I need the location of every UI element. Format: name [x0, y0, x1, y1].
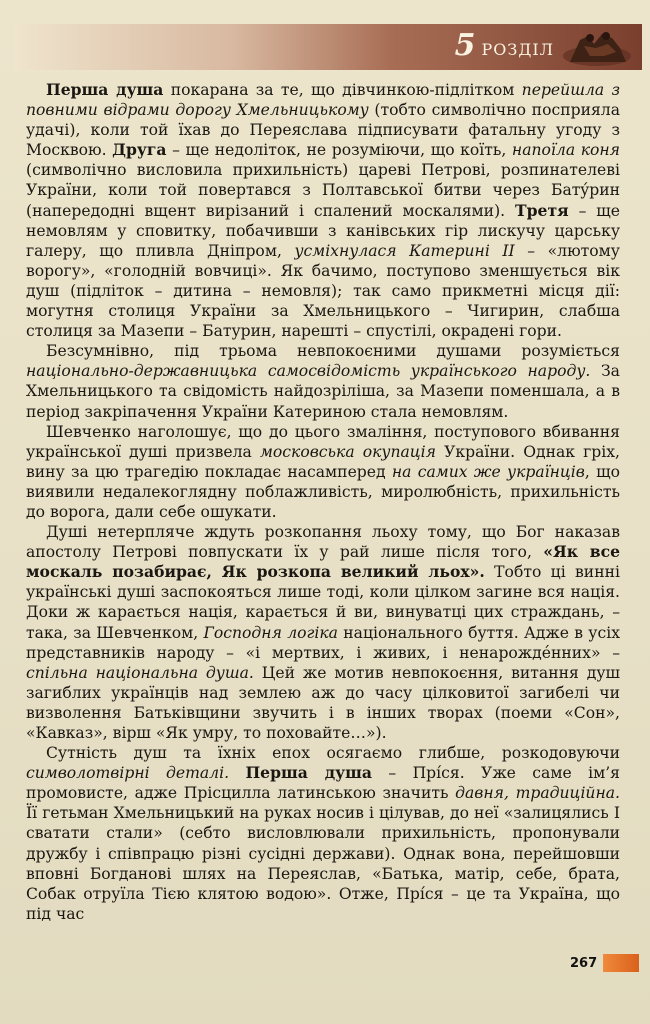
paragraph: [26, 522, 620, 743]
italic-run: символотвірні деталі.: [26, 764, 230, 783]
paragraph: [26, 341, 620, 421]
text-run: покарана за те, що дівчинкою-підлітком: [163, 81, 522, 99]
italic-run: національно-державницька самосвідомість українського народу.: [26, 362, 591, 381]
text-run: національного буття. Адже в усіх представників народу – «і мертвих, і живих, і ненарожде́нних» –: [26, 623, 620, 662]
page-tab-marker: [603, 954, 639, 972]
italic-run: давня, традиційна.: [455, 784, 620, 803]
paragraph: [26, 743, 620, 924]
text-run: Сутність душ та їхніх епох осягаємо глибше, розкодовуючи: [46, 744, 620, 763]
text-run: Її гетьман Хмельницький на руках носив і цілував, до неї «залицялись І сватати стали» (себто висловлювали прихильність, пропонували дружбу і співпрацю різні сусідні держави). Однак вона, перейшовши вповні Богданові шлях на Переяслав, «Батька, матір, себе, брата, Собак отруїла Тією клятою водою». Отже, Прíся – це та Україна, що під час: [26, 804, 620, 923]
text-run: (тобто символічно посприяла удачі), коли той їхав до Переяслава підписувати фатальну угоду з Москвою.: [26, 101, 621, 160]
italic-run: перейшла з повними відрами дорогу Хмельницькому: [26, 81, 620, 120]
text-run: Тобто ці винні українські душі заспокояться лише тоді, коли цілком загине вся нація. Доки ж карається нація, карається й ви, винуватці цих страждань, – така, за Шевченком,: [26, 563, 620, 642]
text-run: За Хмельницького та свідомість найдозріліша, за Мазепи поменшала, а в період закріпачення України Катериною стала немовлям.: [26, 362, 620, 421]
bold-run: «Як все москаль позабирає, Як розкопа великий льох».: [26, 542, 620, 582]
text-run: – ще немовлям у сповитку, побачивши з канівських гір лискучу царську галеру, що пливла Дніпром,: [26, 201, 621, 260]
italic-run: Господня логіка: [203, 623, 338, 642]
paragraph: [26, 422, 620, 522]
paragraph: [26, 80, 620, 341]
italic-run: на самих же українців: [391, 462, 585, 481]
text-run: Шевченко наголошує, що до цього змаління, поступового вбивання української душі призвела: [26, 422, 620, 461]
main-text: [26, 80, 620, 924]
text-run: , що виявили недалекоглядну поблажливість, миролюбність, прихильність до ворога, дали себе ошукати.: [26, 462, 620, 521]
text-run: [229, 764, 245, 782]
text-run: Душі нетерпляче ждуть розкопання льоху тому, що Бог наказав апостолу Петрові повпускати їх у рай лише після того,: [26, 523, 620, 562]
header-illustration: [560, 26, 634, 68]
chapter-label: [455, 28, 554, 63]
bold-run: Перша душа: [46, 80, 164, 99]
bold-run: Перша душа: [245, 763, 372, 783]
bold-run: Третя: [515, 200, 569, 220]
chapter-word: РОЗДІЛ: [481, 40, 554, 59]
text-run: України. Однак гріх, вину за цю трагедію покладає насамперед: [26, 442, 620, 481]
italic-run: усміхнулася Катерині II: [294, 241, 515, 260]
text-run: Безсумнівно, під трьома невпокоєними душами розуміється: [46, 342, 620, 361]
page-number: 267: [570, 955, 598, 971]
text-run: (символічно висловила прихильність) цареві Петрові, розпинателеві України, коли той повертався з Полтавської битви через Батýрин (напередодні вщент вирізаний і спалений москалями).: [26, 161, 620, 220]
text-run: Цей же мотив невпокоєння, витання душ загиблих українців над землею аж до часу цілковитої загибелі чи визволення Батьківщини звучить і в інших творах (поеми «Сон», «Кавказ», вірш «Як умру, то поховайте…»).: [26, 663, 621, 742]
chapter-header: [14, 24, 642, 70]
page-footer: [570, 952, 640, 974]
chapter-number: 5: [454, 28, 476, 63]
text-run: – «лютому ворогу», «голодній вовчиці». Як бачимо, поступово зменшується вік душ (підліток – дитина – немовля); так само прикметні місця дії: могутня столиця України за Хмельницького – Чигирин, слабша столиця за Мазепи – Батурин, нарешті – спустілі, окрадені гори.: [26, 241, 620, 341]
text-run: – ще недоліток, не розуміючи, що коїть,: [166, 141, 512, 160]
italic-run: напоїла коня: [511, 141, 620, 160]
italic-run: спільна національна душа.: [26, 663, 254, 682]
text-run: – Прíся. Уже саме ім’я промовисте, адже Прісцилла латинською значить: [26, 764, 620, 803]
italic-run: московська окупація: [259, 442, 436, 461]
bold-run: Друга: [112, 140, 167, 160]
